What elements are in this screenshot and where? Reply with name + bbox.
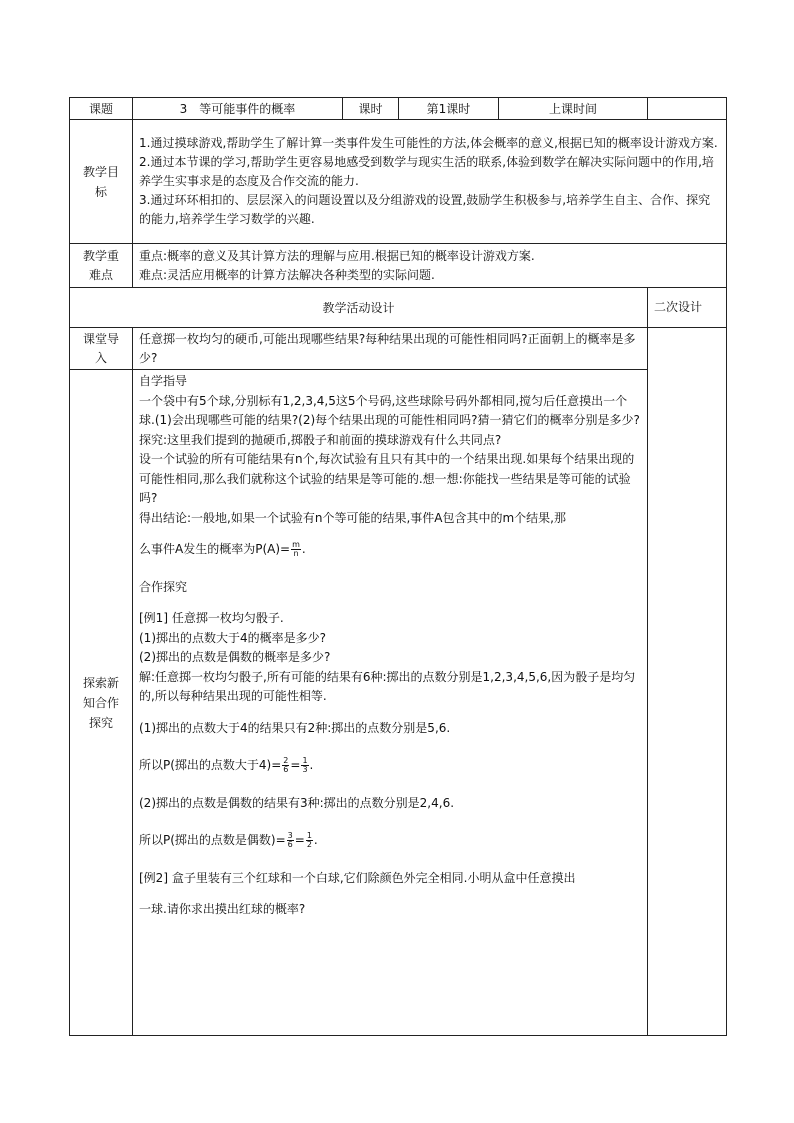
fraction-1-2 — [306, 832, 313, 849]
example-1-answer-2: (2)掷出的点数是偶数的结果有3种:掷出的点数分别是2,4,6. — [139, 795, 455, 810]
second-design-text: 二次设计 — [654, 300, 703, 314]
key-points-row — [70, 244, 727, 288]
fraction-2-6 — [282, 757, 289, 774]
explore-label — [70, 370, 133, 1036]
example-2-line-2: 一球.请你求出摸出红球的概率? — [139, 902, 306, 916]
explore-question: 探究:这里我们提到的抛硬币,掷骰子和前面的摸球游戏有什么共同点? — [139, 432, 502, 447]
goals-label — [70, 120, 133, 244]
example-2-line-1: [例2] 盒子里装有三个红球和一个白球,它们除颜色外完全相同.小明从盒中任意摸出 — [139, 870, 576, 885]
goal-item-2: 2.通过本节课的学习,帮助学生更容易地感受到数学与现实生活的联系,体验到数学在解决实际问题中的作用,培养学生实事求是的态度及合作交流的能力. — [139, 155, 714, 188]
intro-label-text: 课堂导入 — [82, 331, 119, 365]
key-points-label — [70, 244, 133, 288]
self-study-p1: 一个袋中有5个球,分别标有1,2,3,4,5这5个号码,这些球除号码外都相同,搅匀后任意摸出一个球.(1)会出现哪些可能的结果?(2)每个结果出现的可能性相同吗?猜一猜它们的概率分别是多少? — [139, 393, 640, 427]
time-value — [648, 98, 727, 120]
conclusion-line-2 — [139, 540, 641, 560]
goals-content — [133, 120, 727, 244]
equals-sign: = — [290, 758, 301, 772]
result-2-text: 所以P(掷出的点数是偶数)= — [139, 833, 286, 847]
second-design-label — [648, 288, 727, 328]
explore-content — [133, 370, 648, 1036]
design-title: 教学活动设计 — [70, 288, 648, 328]
fraction-den: 6 — [287, 840, 293, 849]
fraction-3-6 — [287, 832, 294, 849]
period-value: 第1课时 — [399, 98, 499, 120]
fraction-num: m — [292, 540, 300, 549]
example-1-result-1 — [139, 756, 641, 776]
fraction-den: 2 — [306, 840, 312, 849]
intro-content — [133, 328, 648, 370]
fraction-m-over-n — [291, 541, 301, 558]
period-label: 课时 — [343, 98, 399, 120]
intro-label — [70, 328, 133, 370]
fraction-num: 1 — [306, 831, 312, 840]
fraction-num: 3 — [287, 831, 293, 840]
fraction-den: 3 — [302, 765, 308, 774]
example-1-result-2 — [139, 831, 641, 851]
conclusion-end: . — [301, 542, 306, 556]
fraction-den: 6 — [283, 765, 289, 774]
equals-sign: = — [294, 833, 305, 847]
fraction-1-3 — [301, 757, 308, 774]
time-label: 上课时间 — [499, 98, 648, 120]
conclusion-formula-text: 么事件A发生的概率为P(A)= — [139, 542, 291, 556]
example-1-answer-1: (1)掷出的点数大于4的结果只有2种:掷出的点数分别是5,6. — [139, 720, 451, 735]
header-row — [70, 98, 727, 120]
example-1-solution: 解:任意掷一枚均匀骰子,所有可能的结果有6种:掷出的点数分别是1,2,3,4,5,6,因为骰子是均匀的,所以每种结果出现的可能性相等. — [139, 669, 636, 703]
key-point: 重点:概率的意义及其计算方法的理解与应用.根据已知的概率设计游戏方案. — [139, 248, 535, 263]
goal-item-3: 3.通过环环相扣的、层层深入的问题设置以及分组游戏的设置,鼓励学生积极参与,培养学生自主、合作、探究的能力,培养学生学习数学的兴趣. — [139, 193, 711, 226]
conclusion-line-1: 得出结论:一般地,如果一个试验有n个等可能的结果,事件A包含其中的m个结果,那 — [139, 510, 566, 525]
fraction-num: 2 — [283, 756, 289, 765]
goal-item-1: 1.通过摸球游戏,帮助学生了解计算一类事件发生可能性的方法,体会概率的意义,根据已知的概率设计游戏方案. — [139, 136, 718, 150]
explore-label-text: 探索新知合作探究 — [82, 675, 119, 730]
definition-text: 设一个试验的所有可能结果有n个,每次试验有且只有其中的一个结果出现.如果每个结果出现的可能性相同,那么我们就称这个试验的结果是等可能的.想一想:你能找一些结果是等可能的试验吗? — [139, 452, 635, 505]
goals-row — [70, 120, 727, 244]
self-study-title: 自学指导 — [139, 374, 188, 388]
design-header-row — [70, 288, 727, 328]
topic-value: 3 等可能事件的概率 — [133, 98, 343, 120]
key-points-content — [133, 244, 727, 288]
example-1-q2: (2)掷出的点数是偶数的概率是多少? — [139, 650, 331, 664]
coop-title: 合作探究 — [139, 579, 188, 594]
lesson-plan-sheet — [69, 97, 726, 1036]
fraction-den: n — [293, 549, 299, 558]
fraction-num: 1 — [302, 756, 308, 765]
topic-label: 课题 — [70, 98, 133, 120]
result-1-text: 所以P(掷出的点数大于4)= — [139, 758, 282, 772]
intro-text: 任意掷一枚均匀的硬币,可能出现哪些结果?每种结果出现的可能性相同吗?正面朝上的概率是多少? — [139, 331, 636, 365]
example-1-title: [例1] 任意掷一枚均匀骰子. — [139, 611, 284, 625]
example-1-q1: (1)掷出的点数大于4的概率是多少? — [139, 630, 327, 645]
difficult-point: 难点:灵活应用概率的计算方法解决各种类型的实际问题. — [139, 267, 435, 282]
result-1-end: . — [309, 758, 314, 772]
goals-label-text: 教学目标 — [83, 164, 120, 199]
result-2-end: . — [313, 833, 318, 847]
explore-row — [70, 370, 727, 1036]
key-points-label-text: 教学重难点 — [83, 248, 120, 282]
intro-row — [70, 328, 727, 370]
lesson-plan-table — [69, 97, 727, 1036]
second-design-cell — [648, 328, 727, 1036]
